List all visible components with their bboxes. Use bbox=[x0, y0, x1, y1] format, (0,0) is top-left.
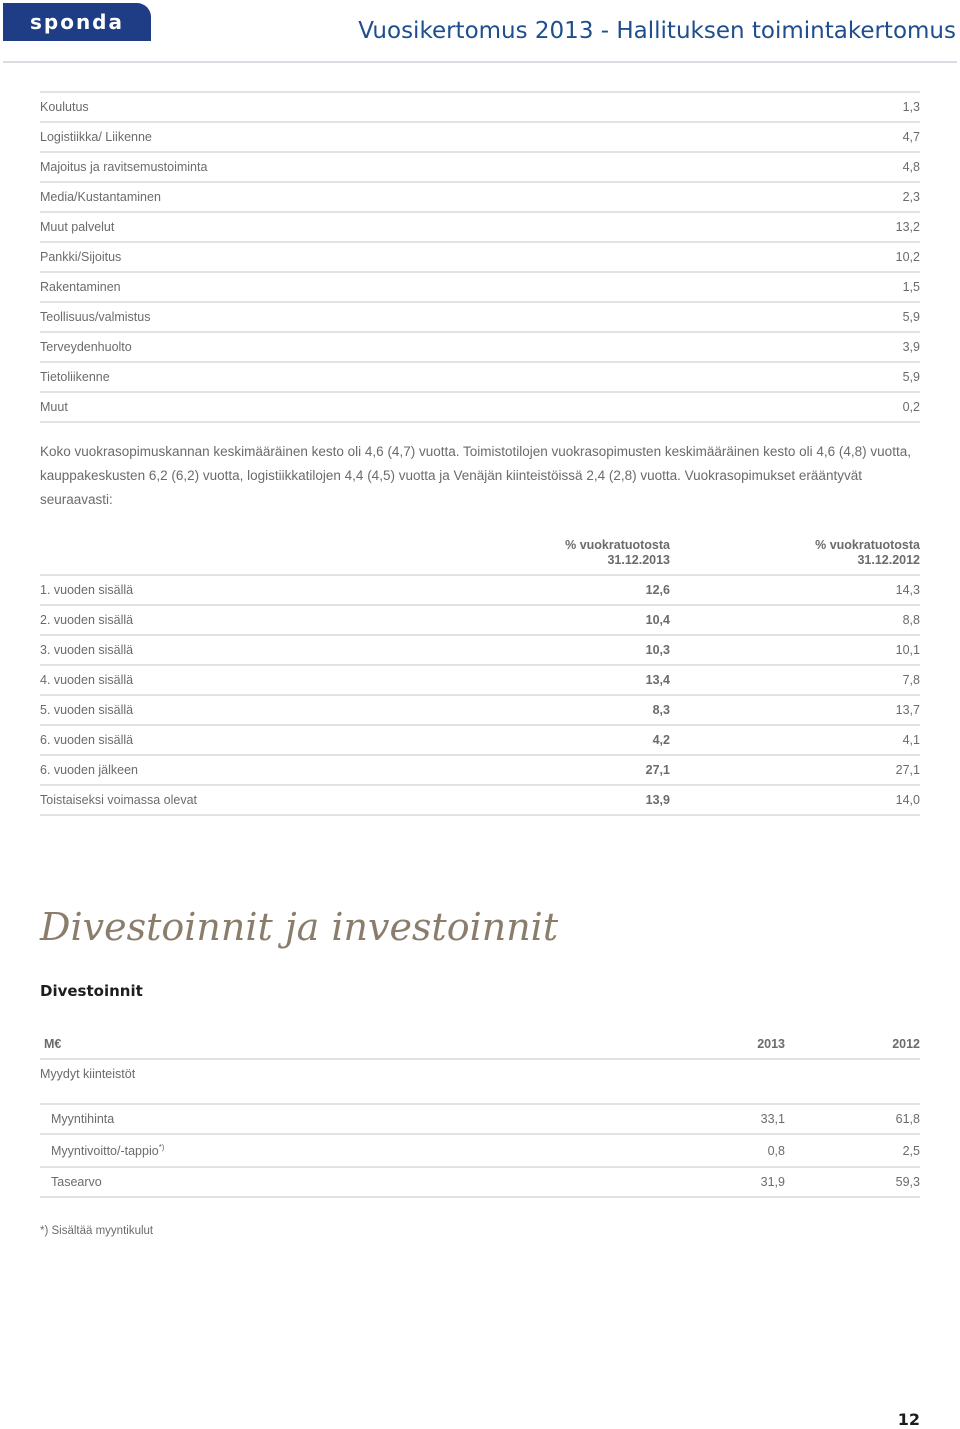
table-row bbox=[40, 123, 920, 153]
divest-label bbox=[40, 1175, 650, 1189]
divest-label-text: Myyntivoitto/-tappio bbox=[51, 1144, 159, 1159]
expiry-header-2012-line2: 31.12.2012 bbox=[857, 553, 920, 567]
table-row bbox=[40, 213, 920, 243]
expiry-value-2013: 13,4 bbox=[645, 673, 670, 687]
expiry-value-2012: 10,1 bbox=[895, 643, 920, 657]
table-row bbox=[40, 393, 920, 423]
expiry-value-2013: 4,2 bbox=[652, 733, 670, 747]
document-title: Vuosikertomus 2013 - Hallituksen toimintakertomus bbox=[358, 18, 956, 44]
expiry-header-2012-line1: % vuokratuotosta bbox=[815, 538, 920, 552]
industry-label: Koulutus bbox=[40, 100, 89, 114]
logo-text: sponda bbox=[29, 10, 124, 34]
industry-value: 0,2 bbox=[902, 400, 920, 414]
expiry-value-2013: 10,4 bbox=[645, 613, 670, 627]
industry-label: Muut palvelut bbox=[40, 220, 115, 234]
industry-value: 13,2 bbox=[895, 220, 920, 234]
divest-label-text: Tasearvo bbox=[51, 1175, 102, 1189]
industry-label: Muut bbox=[40, 400, 68, 414]
industry-value: 5,9 bbox=[902, 310, 920, 324]
header-divider bbox=[3, 61, 957, 63]
industry-label: Majoitus ja ravitsemustoiminta bbox=[40, 160, 208, 174]
expiry-table-header bbox=[40, 538, 920, 576]
industry-table bbox=[40, 91, 920, 423]
expiry-label: 3. vuoden sisällä bbox=[40, 643, 134, 657]
lease-expiry-table bbox=[40, 538, 920, 816]
table-row bbox=[40, 1105, 920, 1135]
table-row bbox=[40, 666, 920, 696]
table-row bbox=[40, 363, 920, 393]
expiry-value-2013: 12,6 bbox=[645, 583, 670, 597]
industry-value: 3,9 bbox=[902, 340, 920, 354]
divestment-table bbox=[40, 1030, 920, 1198]
footnote: *) Sisältää myyntikulut bbox=[40, 1225, 154, 1237]
table-row bbox=[40, 696, 920, 726]
divest-value-2012: 59,3 bbox=[895, 1175, 920, 1189]
expiry-label: 1. vuoden sisällä bbox=[40, 583, 134, 597]
expiry-label: 6. vuoden jälkeen bbox=[40, 763, 138, 777]
table-row bbox=[40, 1168, 920, 1198]
divest-label bbox=[40, 1143, 650, 1158]
table-row bbox=[40, 786, 920, 816]
divest-value-2012: 61,8 bbox=[895, 1112, 920, 1126]
expiry-label: 6. vuoden sisällä bbox=[40, 733, 134, 747]
page-number: 12 bbox=[897, 1410, 920, 1429]
section-title: Divestoinnit ja investoinnit bbox=[40, 905, 559, 949]
table-row bbox=[40, 183, 920, 213]
divest-group-label: Myydyt kiinteistöt bbox=[40, 1060, 920, 1105]
industry-label: Teollisuus/valmistus bbox=[40, 310, 151, 324]
divest-value-2013: 33,1 bbox=[760, 1112, 785, 1126]
industry-value: 1,5 bbox=[902, 280, 920, 294]
expiry-value-2013: 8,3 bbox=[652, 703, 670, 717]
table-row bbox=[40, 243, 920, 273]
expiry-label: 4. vuoden sisällä bbox=[40, 673, 134, 687]
table-row bbox=[40, 303, 920, 333]
expiry-value-2013: 27,1 bbox=[645, 763, 670, 777]
divest-label-text: Myyntihinta bbox=[51, 1112, 115, 1126]
industry-label: Tietoliikenne bbox=[40, 370, 110, 384]
expiry-value-2012: 4,1 bbox=[902, 733, 920, 747]
table-row bbox=[40, 636, 920, 666]
industry-label: Media/Kustantaminen bbox=[40, 190, 161, 204]
industry-label: Logistiikka/ Liikenne bbox=[40, 130, 152, 144]
table-row bbox=[40, 1135, 920, 1168]
table-row bbox=[40, 273, 920, 303]
expiry-header-spacer bbox=[40, 538, 420, 574]
expiry-value-2012: 27,1 bbox=[895, 763, 920, 777]
footnote-marker: *) bbox=[158, 1142, 165, 1152]
expiry-label: Toistaiseksi voimassa olevat bbox=[40, 793, 198, 807]
table-row bbox=[40, 576, 920, 606]
divest-year-2012: 2012 bbox=[892, 1037, 920, 1051]
expiry-value-2012: 7,8 bbox=[902, 673, 920, 687]
expiry-value-2012: 14,3 bbox=[895, 583, 920, 597]
expiry-header-2013 bbox=[420, 538, 670, 574]
industry-value: 2,3 bbox=[902, 190, 920, 204]
expiry-header-2013-line2: 31.12.2013 bbox=[607, 553, 670, 567]
divest-value-2012: 2,5 bbox=[902, 1143, 920, 1158]
divest-label bbox=[40, 1112, 650, 1126]
expiry-value-2012: 13,7 bbox=[895, 703, 920, 717]
divest-value-2013: 0,8 bbox=[767, 1143, 785, 1158]
table-row bbox=[40, 756, 920, 786]
expiry-rows bbox=[40, 576, 920, 816]
divest-unit-label: M€ bbox=[44, 1037, 62, 1051]
industry-label: Rakentaminen bbox=[40, 280, 121, 294]
industry-label: Terveydenhuolto bbox=[40, 340, 132, 354]
industry-value: 4,7 bbox=[902, 130, 920, 144]
table-row bbox=[40, 153, 920, 183]
expiry-label: 5. vuoden sisällä bbox=[40, 703, 134, 717]
divest-rows bbox=[40, 1105, 920, 1198]
industry-label: Pankki/Sijoitus bbox=[40, 250, 122, 264]
divest-value-2013: 31,9 bbox=[760, 1175, 785, 1189]
expiry-value-2012: 14,0 bbox=[895, 793, 920, 807]
table-row bbox=[40, 726, 920, 756]
industry-value: 1,3 bbox=[902, 100, 920, 114]
lease-duration-paragraph: Koko vuokrasopimuskannan keskimääräinen kesto oli 4,6 (4,7) vuotta. Toimistotilojen vuokrasopimusten keskimääräinen kesto oli 4,6 (4,8) vuotta, kauppakeskusten 6,2 (6,2) vuotta, logistiikkatilojen 4,4 (4,5) vuotta ja Venäjän kiinteistöissä 2,4 (2,8) vuotta. Vuokrasopimukset erääntyvät seuraavasti: bbox=[40, 444, 911, 507]
sponda-logo bbox=[3, 3, 151, 41]
industry-value: 5,9 bbox=[902, 370, 920, 384]
table-row bbox=[40, 333, 920, 363]
industry-value: 10,2 bbox=[895, 250, 920, 264]
expiry-label: 2. vuoden sisällä bbox=[40, 613, 134, 627]
expiry-header-2012 bbox=[670, 538, 920, 574]
industry-value: 4,8 bbox=[902, 160, 920, 174]
divest-table-header bbox=[40, 1030, 920, 1060]
expiry-value-2012: 8,8 bbox=[902, 613, 920, 627]
subsection-title: Divestoinnit bbox=[40, 982, 143, 1000]
divest-year-2013: 2013 bbox=[757, 1037, 785, 1051]
table-row bbox=[40, 606, 920, 636]
table-row bbox=[40, 93, 920, 123]
expiry-value-2013: 10,3 bbox=[645, 643, 670, 657]
expiry-header-2013-line1: % vuokratuotosta bbox=[565, 538, 670, 552]
expiry-value-2013: 13,9 bbox=[645, 793, 670, 807]
